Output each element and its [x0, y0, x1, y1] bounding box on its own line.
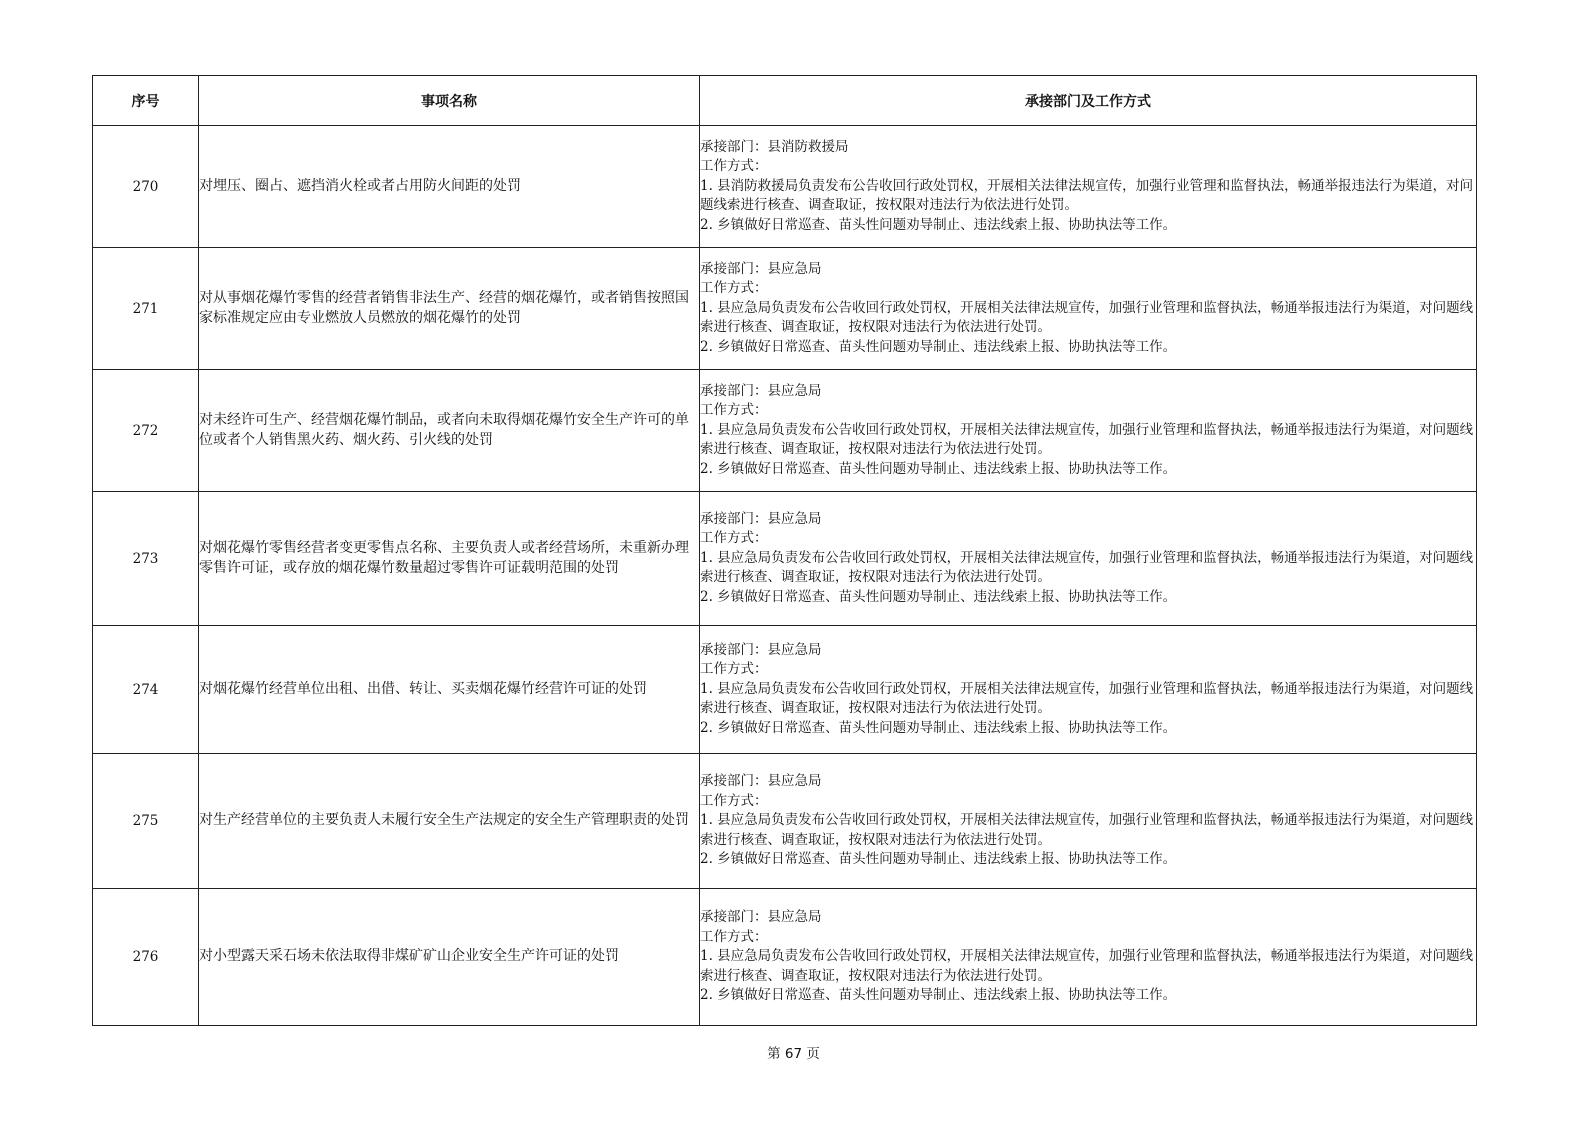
row-number: 270	[93, 126, 199, 248]
dept-line: 承接部门：县应急局	[700, 510, 822, 527]
method-label: 工作方式：	[700, 280, 768, 297]
row-number: 274	[93, 626, 199, 754]
header-name: 事项名称	[199, 76, 700, 126]
row-number: 276	[93, 889, 199, 1026]
dept-cell	[700, 889, 1477, 1026]
method-step-1: 1. 县应急局负责发布公告收回行政处罚权，开展相关法律法规宣传，加强行业管理和监督执法，畅通举报违法行为渠道，对问题线索进行核查、调查取证，按权限对违法行为依法进行处罚。	[700, 549, 1474, 586]
dept-cell	[700, 248, 1477, 370]
items-table	[92, 75, 1477, 1026]
table-row	[93, 889, 1477, 1026]
header-row	[93, 76, 1477, 126]
method-step-1: 1. 县应急局负责发布公告收回行政处罚权，开展相关法律法规宣传，加强行业管理和监督执法，畅通举报违法行为渠道，对问题线索进行核查、调查取证，按权限对违法行为依法进行处罚。	[700, 812, 1474, 848]
method-label: 工作方式：	[700, 792, 768, 809]
dept-cell	[700, 126, 1477, 248]
dept-line: 承接部门：县应急局	[700, 260, 822, 277]
method-step-2: 2. 乡镇做好日常巡查、苗头性问题劝导制止、违法线索上报、协助执法等工作。	[700, 588, 1177, 605]
item-name: 对生产经营单位的主要负责人未履行安全生产法规定的安全生产管理职责的处罚	[199, 754, 700, 889]
item-name: 对从事烟花爆竹零售的经营者销售非法生产、经营的烟花爆竹，或者销售按照国家标准规定应由专业燃放人员燃放的烟花爆竹的处罚	[199, 248, 700, 370]
method-step-2: 2. 乡镇做好日常巡查、苗头性问题劝导制止、违法线索上报、协助执法等工作。	[700, 216, 1177, 233]
method-step-1: 1. 县应急局负责发布公告收回行政处罚权，开展相关法律法规宣传，加强行业管理和监督执法，畅通举报违法行为渠道，对问题线索进行核查、调查取证，按权限对违法行为依法进行处罚。	[700, 680, 1474, 717]
method-step-2: 2. 乡镇做好日常巡查、苗头性问题劝导制止、违法线索上报、协助执法等工作。	[700, 987, 1177, 1004]
dept-cell	[700, 370, 1477, 492]
row-number: 272	[93, 370, 199, 492]
method-label: 工作方式：	[700, 661, 768, 678]
table-row	[93, 370, 1477, 492]
table-row	[93, 248, 1477, 370]
table-row	[93, 492, 1477, 626]
method-step-1: 1. 县应急局负责发布公告收回行政处罚权，开展相关法律法规宣传，加强行业管理和监督执法，畅通举报违法行为渠道，对问题线索进行核查、调查取证，按权限对违法行为依法进行处罚。	[700, 948, 1474, 984]
header-num: 序号	[93, 76, 199, 126]
method-step-1: 1. 县应急局负责发布公告收回行政处罚权，开展相关法律法规宣传，加强行业管理和监督执法，畅通举报违法行为渠道，对问题线索进行核查、调查取证，按权限对违法行为依法进行处罚。	[700, 421, 1474, 458]
table-row	[93, 626, 1477, 754]
dept-cell	[700, 492, 1477, 626]
method-step-1: 1. 县消防救援局负责发布公告收回行政处罚权，开展相关法律法规宣传，加强行业管理和监督执法，畅通举报违法行为渠道，对问题线索进行核查、调查取证，按权限对违法行为依法进行处罚。	[700, 177, 1474, 214]
item-name: 对埋压、圈占、遮挡消火栓或者占用防火间距的处罚	[199, 126, 700, 248]
header-dept: 承接部门及工作方式	[700, 76, 1477, 126]
method-step-2: 2. 乡镇做好日常巡查、苗头性问题劝导制止、违法线索上报、协助执法等工作。	[700, 851, 1177, 868]
row-number: 271	[93, 248, 199, 370]
item-name: 对未经许可生产、经营烟花爆竹制品，或者向未取得烟花爆竹安全生产许可的单位或者个人销售黑火药、烟火药、引火线的处罚	[199, 370, 700, 492]
row-number: 275	[93, 754, 199, 889]
dept-line: 承接部门：县应急局	[700, 909, 822, 926]
dept-cell	[700, 626, 1477, 754]
dept-line: 承接部门：县应急局	[700, 382, 822, 399]
item-name: 对烟花爆竹零售经营者变更零售点名称、主要负责人或者经营场所，未重新办理零售许可证，或存放的烟花爆竹数量超过零售许可证载明范围的处罚	[199, 492, 700, 626]
method-step-2: 2. 乡镇做好日常巡查、苗头性问题劝导制止、违法线索上报、协助执法等工作。	[700, 719, 1177, 736]
row-number: 273	[93, 492, 199, 626]
item-name: 对烟花爆竹经营单位出租、出借、转让、买卖烟花爆竹经营许可证的处罚	[199, 626, 700, 754]
table-row	[93, 126, 1477, 248]
dept-line: 承接部门：县消防救援局	[700, 138, 849, 155]
method-label: 工作方式：	[700, 530, 768, 547]
method-step-1: 1. 县应急局负责发布公告收回行政处罚权，开展相关法律法规宣传，加强行业管理和监督执法，畅通举报违法行为渠道，对问题线索进行核查、调查取证，按权限对违法行为依法进行处罚。	[700, 299, 1474, 336]
dept-line: 承接部门：县应急局	[700, 641, 822, 658]
page-number: 第 67 页	[767, 1046, 820, 1062]
method-step-2: 2. 乡镇做好日常巡查、苗头性问题劝导制止、违法线索上报、协助执法等工作。	[700, 460, 1177, 477]
method-label: 工作方式：	[700, 928, 768, 945]
method-label: 工作方式：	[700, 158, 768, 175]
dept-line: 承接部门：县应急局	[700, 773, 822, 790]
item-name: 对小型露天采石场未依法取得非煤矿矿山企业安全生产许可证的处罚	[199, 889, 700, 1026]
method-label: 工作方式：	[700, 402, 768, 419]
dept-cell	[700, 754, 1477, 889]
method-step-2: 2. 乡镇做好日常巡查、苗头性问题劝导制止、违法线索上报、协助执法等工作。	[700, 338, 1177, 355]
table-row	[93, 754, 1477, 889]
